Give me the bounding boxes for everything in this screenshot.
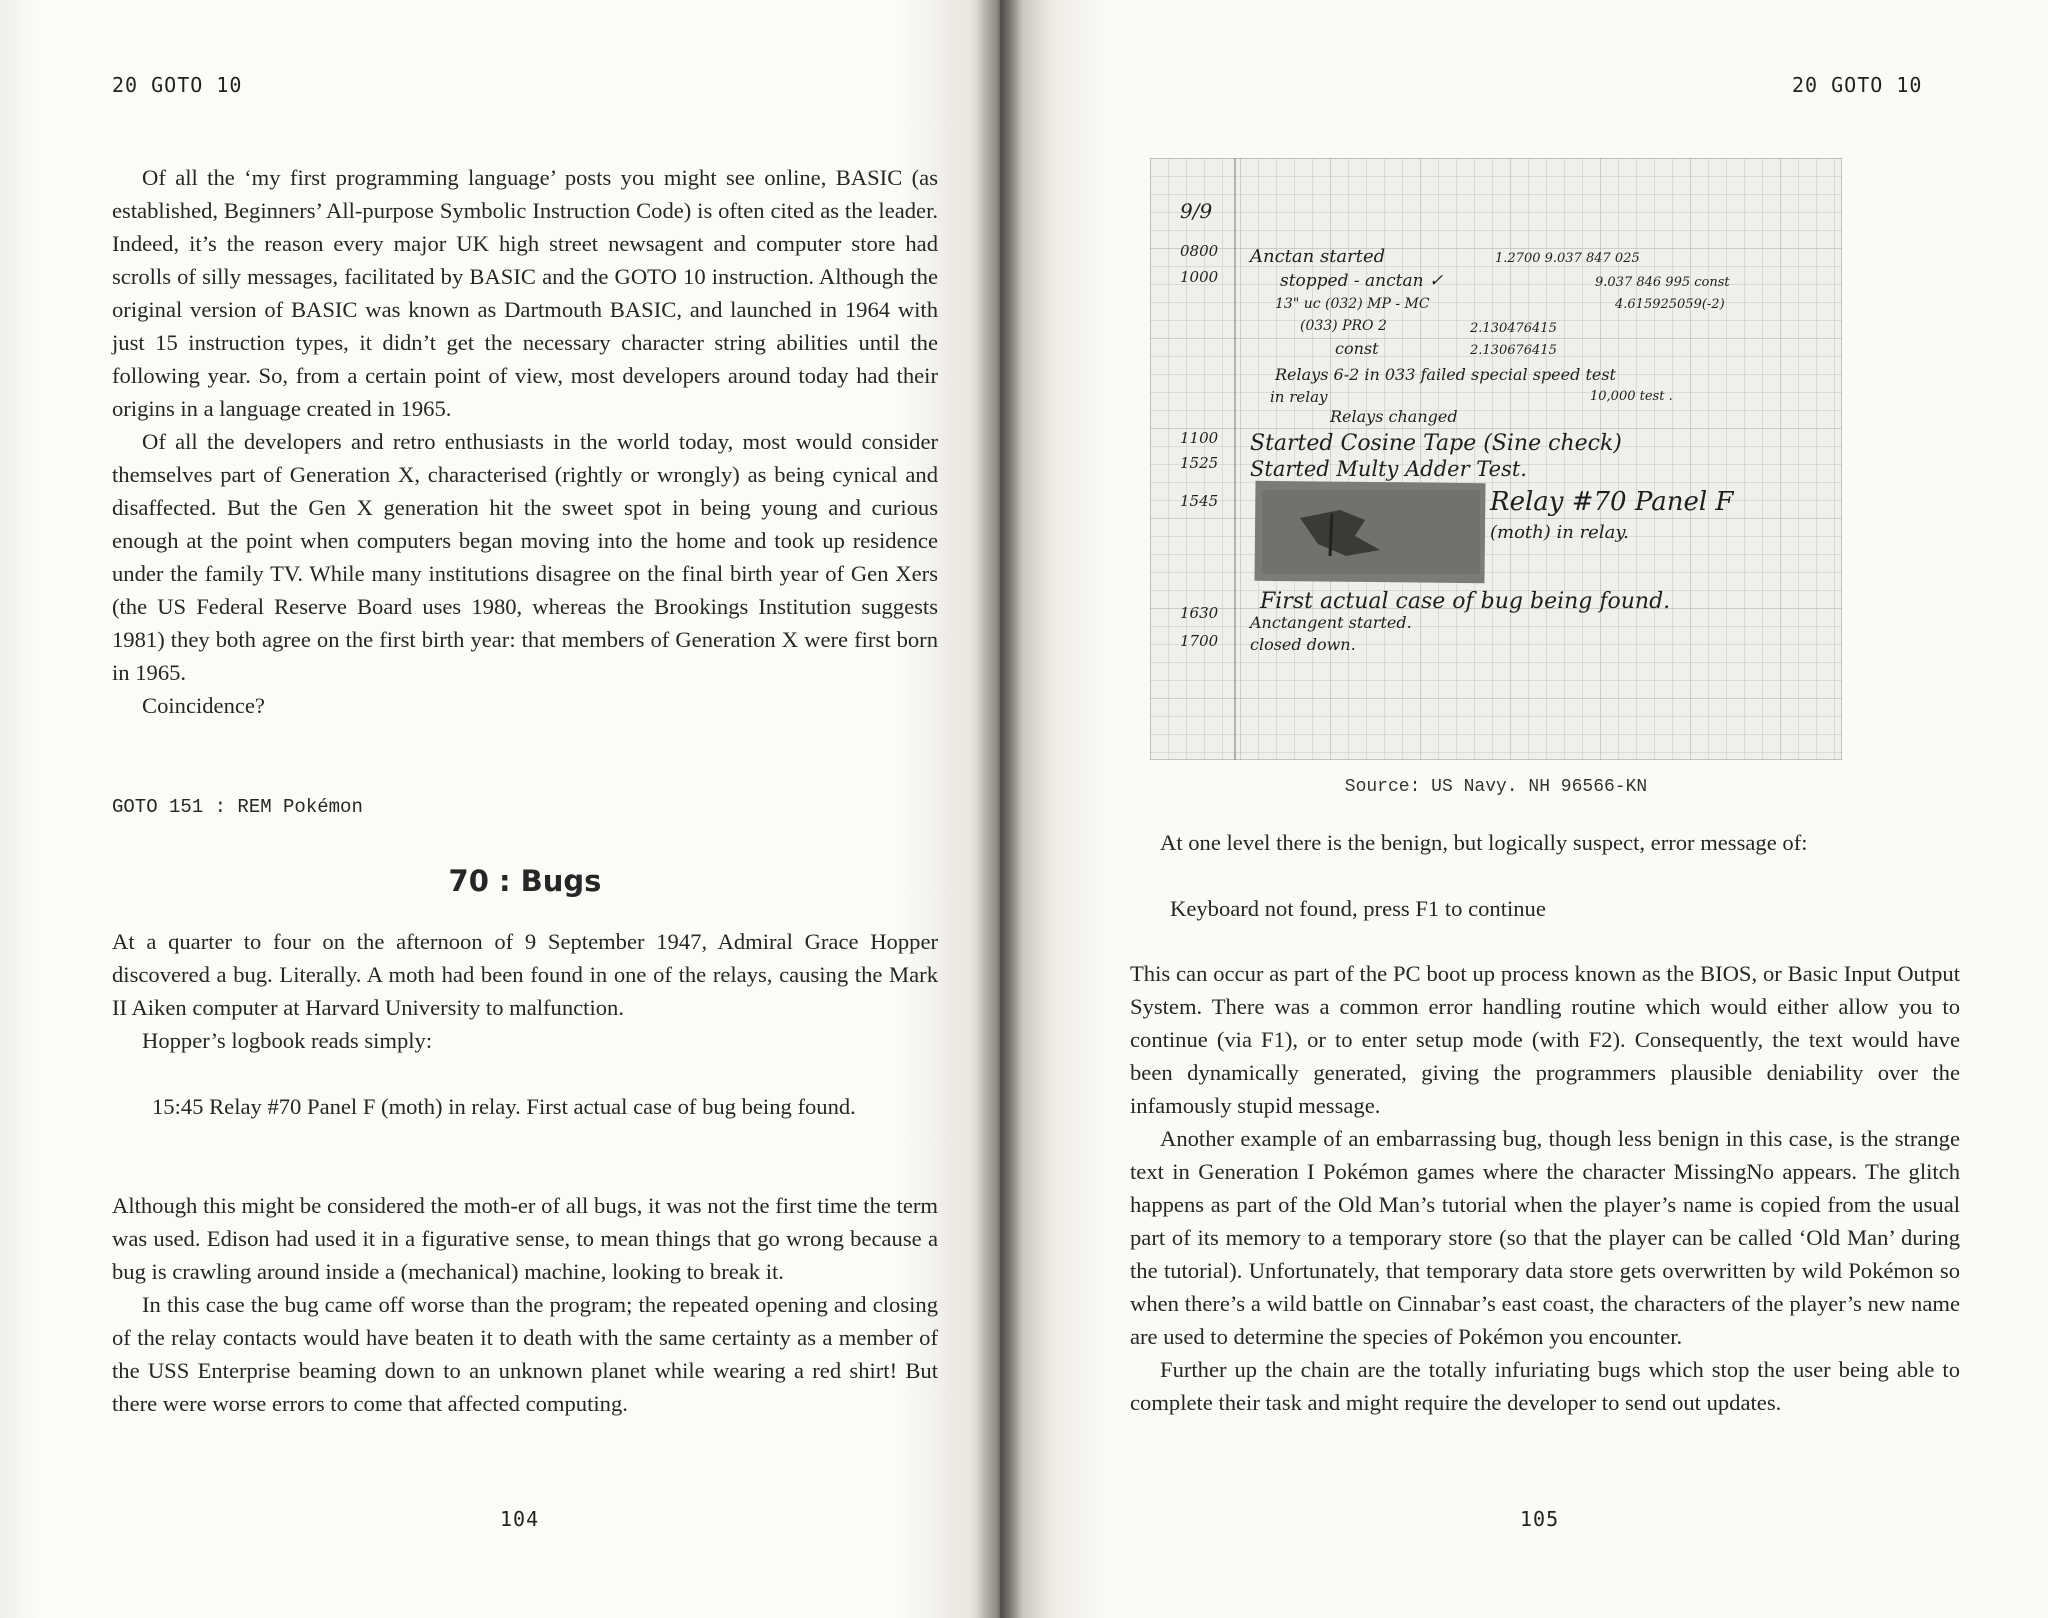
log-entry: 2.130476415 xyxy=(1470,321,1557,336)
intro-line xyxy=(1160,826,1986,859)
bugs-intro-text xyxy=(112,925,938,1057)
log-date: 9/9 xyxy=(1180,199,1213,223)
log-entry: 13" uc (032) MP - MC xyxy=(1275,296,1430,312)
log-entry: 4.615925059(-2) xyxy=(1615,297,1725,312)
paragraph: Coincidence? xyxy=(142,693,265,718)
log-time: 1630 xyxy=(1180,604,1219,622)
paragraph: Of all the developers and retro enthusiasts in the world today, most would consider themselves part of Generation X, characterised (rightly or wrongly) as being cynical and disaffected. But the Gen X generation hit the sweet spot in being young and curious enough at the point when computers began moving into the home and took up residence under the family TV. While many institutions disagree on the final birth year of Gen Xers (the US Federal Reserve Board uses 1980, whereas the Brookings Institution suggests 1981) they both agree on the first birth year: that members of Generation X were first born in 1965. xyxy=(112,429,938,685)
error-message: Keyboard not found, press F1 to continue xyxy=(1170,896,1546,921)
log-entry: Started Multy Adder Test. xyxy=(1250,457,1527,481)
log-entry: 1.2700 9.037 847 025 xyxy=(1495,251,1640,266)
page-number-right: 105 xyxy=(1520,1507,1560,1531)
paragraph: Further up the chain are the totally infuriating bugs which stop the user being able to complete their task and might require the developer to send out updates. xyxy=(1130,1357,1960,1415)
book-gutter xyxy=(975,0,1023,1618)
intro-text xyxy=(112,161,938,722)
log-entry: Started Cosine Tape (Sine check) xyxy=(1250,431,1622,456)
log-entry: closed down. xyxy=(1250,635,1356,654)
log-entry: const xyxy=(1335,339,1379,358)
log-entry: Anctangent started. xyxy=(1250,613,1412,632)
log-entry: Anctan started xyxy=(1250,246,1386,267)
paragraph: Hopper’s logbook reads simply: xyxy=(142,1028,433,1053)
log-time: 1100 xyxy=(1180,429,1219,447)
log-entry: Relays changed xyxy=(1330,407,1458,426)
running-head-right: 20 GOTO 10 xyxy=(1792,73,1923,97)
log-entry: Relay #70 Panel F xyxy=(1490,487,1734,517)
logbook-photo xyxy=(1150,158,1842,760)
bios-text xyxy=(1130,957,1960,1419)
paragraph: At one level there is the benign, but logically suspect, error message of: xyxy=(1160,830,1808,855)
paragraph: Of all the ‘my first programming language’ posts you might see online, BASIC (as established, Beginners’ All-purpose Symbolic Instruction Code) is often cited as the leader. Indeed, it’s the reason every major UK high street newsagent and computer store had scrolls of silly messages, facilitated by BASIC and the GOTO 10 instruction. Although the original version of BASIC was known as Dartmouth BASIC, and launched in 1964 with just 15 instruction types, it didn’t get the necessary character string abilities until the following year. So, from a certain point of view, most developers around today had their origins in a language created in 1965. xyxy=(112,165,938,421)
photo-caption: Source: US Navy. NH 96566-KN xyxy=(1344,777,1648,797)
log-time: 1700 xyxy=(1180,632,1219,650)
paragraph: Another example of an embarrassing bug, though less benign in this case, is the strange text in Generation I Pokémon games where the character MissingNo appears. The glitch happens as part of the Old Man’s tutorial when the player’s name is copied from the usual part of its memory to a temporary store (so that the player can be called ‘Old Man’ during the tutorial). Unfortunately, that temporary data store gets overwritten by wild Pokémon so when there’s a wild battle on Cinnabar’s east coast, the characters of the player’s new name are used to determine the species of Pokémon you encounter. xyxy=(1130,1126,1960,1349)
page-number-left: 104 xyxy=(500,1507,540,1531)
log-time: 1545 xyxy=(1180,492,1219,510)
log-entry: 10,000 test . xyxy=(1590,389,1673,404)
log-entry: 9.037 846 995 const xyxy=(1595,275,1730,290)
log-time: 1000 xyxy=(1180,268,1219,286)
log-entry: (moth) in relay. xyxy=(1490,522,1629,543)
log-entry: in relay xyxy=(1270,388,1328,406)
goto-line: GOTO 151 : REM Pokémon xyxy=(112,796,363,818)
log-entry: First actual case of bug being found. xyxy=(1260,589,1671,614)
paragraph: Although this might be considered the moth-er of all bugs, it was not the first time the term was used. Edison had used it in a figurative sense, to mean things that go wrong because a bug is crawling around inside a (mechanical) machine, looking to break it. xyxy=(112,1193,938,1284)
log-entry: Relays 6-2 in 033 failed special speed test xyxy=(1275,365,1616,384)
bugs-body-text xyxy=(112,1189,938,1420)
log-entry: 2.130676415 xyxy=(1470,343,1557,358)
paragraph: This can occur as part of the PC boot up process known as the BIOS, or Basic Input Output System. There was a common error handling routine which would either allow you to continue (via F1), or to enter setup mode (with F2). Consequently, the text would have been dynamically generated, giving the programmers plausible deniability over the infamously stupid message. xyxy=(1130,961,1960,1118)
running-head-left: 20 GOTO 10 xyxy=(112,73,243,97)
section-title: 70 : Bugs xyxy=(448,864,602,898)
logbook-quote: 15:45 Relay #70 Panel F (moth) in relay. First actual case of bug being found. xyxy=(152,1094,856,1119)
log-entry: stopped - anctan ✓ xyxy=(1280,271,1444,291)
moth-tape xyxy=(1254,481,1485,583)
paragraph: In this case the bug came off worse than the program; the repeated opening and closing of the relay contacts would have beaten it to death with the same certainty as a member of the USS Enterprise beaming down to an unknown planet while wearing a red shirt! But there were worse errors to come that affected computing. xyxy=(112,1292,938,1416)
paragraph: At a quarter to four on the afternoon of 9 September 1947, Admiral Grace Hopper discovered a bug. Literally. A moth had been found in one of the relays, causing the Mark II Aiken computer at Harvard University to malfunction. xyxy=(112,929,938,1020)
log-entry: (033) PRO 2 xyxy=(1300,318,1387,334)
log-time: 0800 xyxy=(1180,242,1219,260)
left-page xyxy=(0,0,1000,1618)
log-time: 1525 xyxy=(1180,454,1219,472)
